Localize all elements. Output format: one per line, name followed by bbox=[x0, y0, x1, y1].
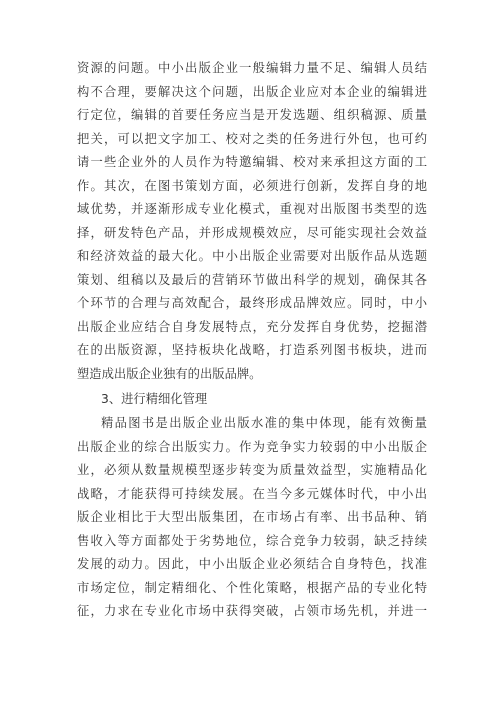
paragraph-1-line: 资源的问题。中小出版企业一般编辑力量不足、编辑人员结 bbox=[77, 61, 427, 75]
paragraph-2-line: 市场定位，制定精细化、个性化策略，根据产品的专业化特 bbox=[77, 580, 427, 595]
paragraph-2-line: 征，力求在专业化市场中获得突破，占领市场先机，并进一 bbox=[77, 604, 427, 618]
paragraph-2-line: 出版企业的综合出版实力。作为竞争实力较弱的中小出版企 bbox=[77, 439, 427, 454]
paragraph-2-line: 版企业相比于大型出版集团，在市场占有率、出书品种、销 bbox=[77, 510, 427, 524]
paragraph-2-line: 战略，才能获得可持续发展。在当今多元媒体时代，中小出 bbox=[77, 486, 427, 501]
paragraph-2-line: 售收入等方面都处于劣势地位，综合竞争力较弱，缺乏持续 bbox=[77, 533, 427, 548]
paragraph-1 bbox=[77, 57, 427, 386]
paragraph-1-line: 行定位，编辑的首要任务应当是开发选题、组织稿源、质量 bbox=[77, 108, 427, 122]
paragraph-2-line: 业，必须从数量规模型逐步转变为质量效益型，实施精品化 bbox=[77, 463, 427, 477]
paragraph-2-line: 发展的动力。因此，中小出版企业必须结合自身特色，找准 bbox=[77, 557, 427, 571]
paragraph-1-line: 在的出版资源，坚持板块化战略，打造系列图书板块，进而 bbox=[77, 343, 427, 357]
paragraph-1-line: 个环节的合理与高效配合，最终形成品牌效应。同时，中小 bbox=[77, 296, 427, 310]
paragraph-2 bbox=[77, 412, 427, 624]
section-heading: 3、进行精细化管理 bbox=[101, 392, 208, 406]
paragraph-1-line: 请一些企业外的人员作为特邀编辑、校对来承担这方面的工 bbox=[77, 155, 427, 169]
paragraph-1-line: 和经济效益的最大化。中小出版企业需要对出版作品从选题 bbox=[77, 249, 427, 263]
paragraph-1-line: 择，研发特色产品，并形成规模效应，尽可能实现社会效益 bbox=[77, 225, 427, 240]
paragraph-1-line: 构不合理，要解决这个问题，出版企业应对本企业的编辑进 bbox=[77, 84, 427, 99]
paragraph-1-line: 出版企业应结合自身发展特点，充分发挥自身优势，挖掘潜 bbox=[77, 319, 427, 334]
paragraph-1-line: 塑造成出版企业独有的出版品牌。 bbox=[77, 366, 262, 381]
paragraph-1-line: 把关，可以把文字加工、校对之类的任务进行外包，也可约 bbox=[77, 131, 427, 146]
paragraph-1-line: 策划、组稿以及最后的营销环节做出科学的规划，确保其各 bbox=[77, 272, 427, 287]
paragraph-1-line: 作。其次，在图书策划方面，必须进行创新，发挥自身的地 bbox=[77, 178, 427, 193]
paragraph-1-line: 域优势，并逐渐形成专业化模式，重视对出版图书类型的选 bbox=[77, 202, 427, 216]
paragraph-2-line: 精品图书是出版企业出版水准的集中体现，能有效衡量 bbox=[101, 416, 427, 430]
